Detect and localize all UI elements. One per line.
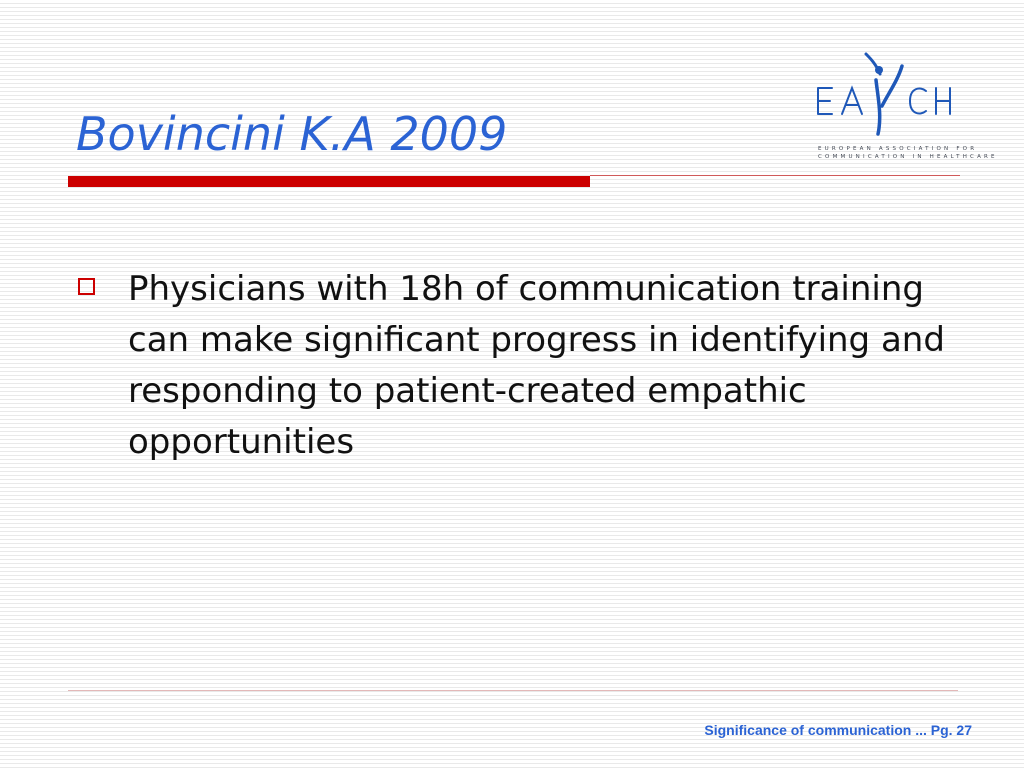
each-logo [812,50,998,160]
title-underline-bar [68,176,590,187]
logo-subtitle-line-2: COMMUNICATION IN HEALTHCARE [818,154,998,160]
each-logo-mark [812,50,962,142]
figure-head-icon [875,66,883,74]
footer-page-label: Significance of communication ... Pg. 27 [704,722,972,738]
title-divider-line [590,175,960,176]
square-bullet-icon [78,278,95,295]
footer-divider-line [68,690,958,691]
bullet-text: Physicians with 18h of communication training can make significant progress in identifying and responding to patient-created empathic opportunities [128,269,945,462]
bullet-item [78,264,958,468]
slide-title: Bovincini K.A 2009 [76,107,508,161]
logo-subtitle-line-1: EUROPEAN ASSOCIATION FOR [818,146,978,152]
bullet-list [78,264,958,468]
